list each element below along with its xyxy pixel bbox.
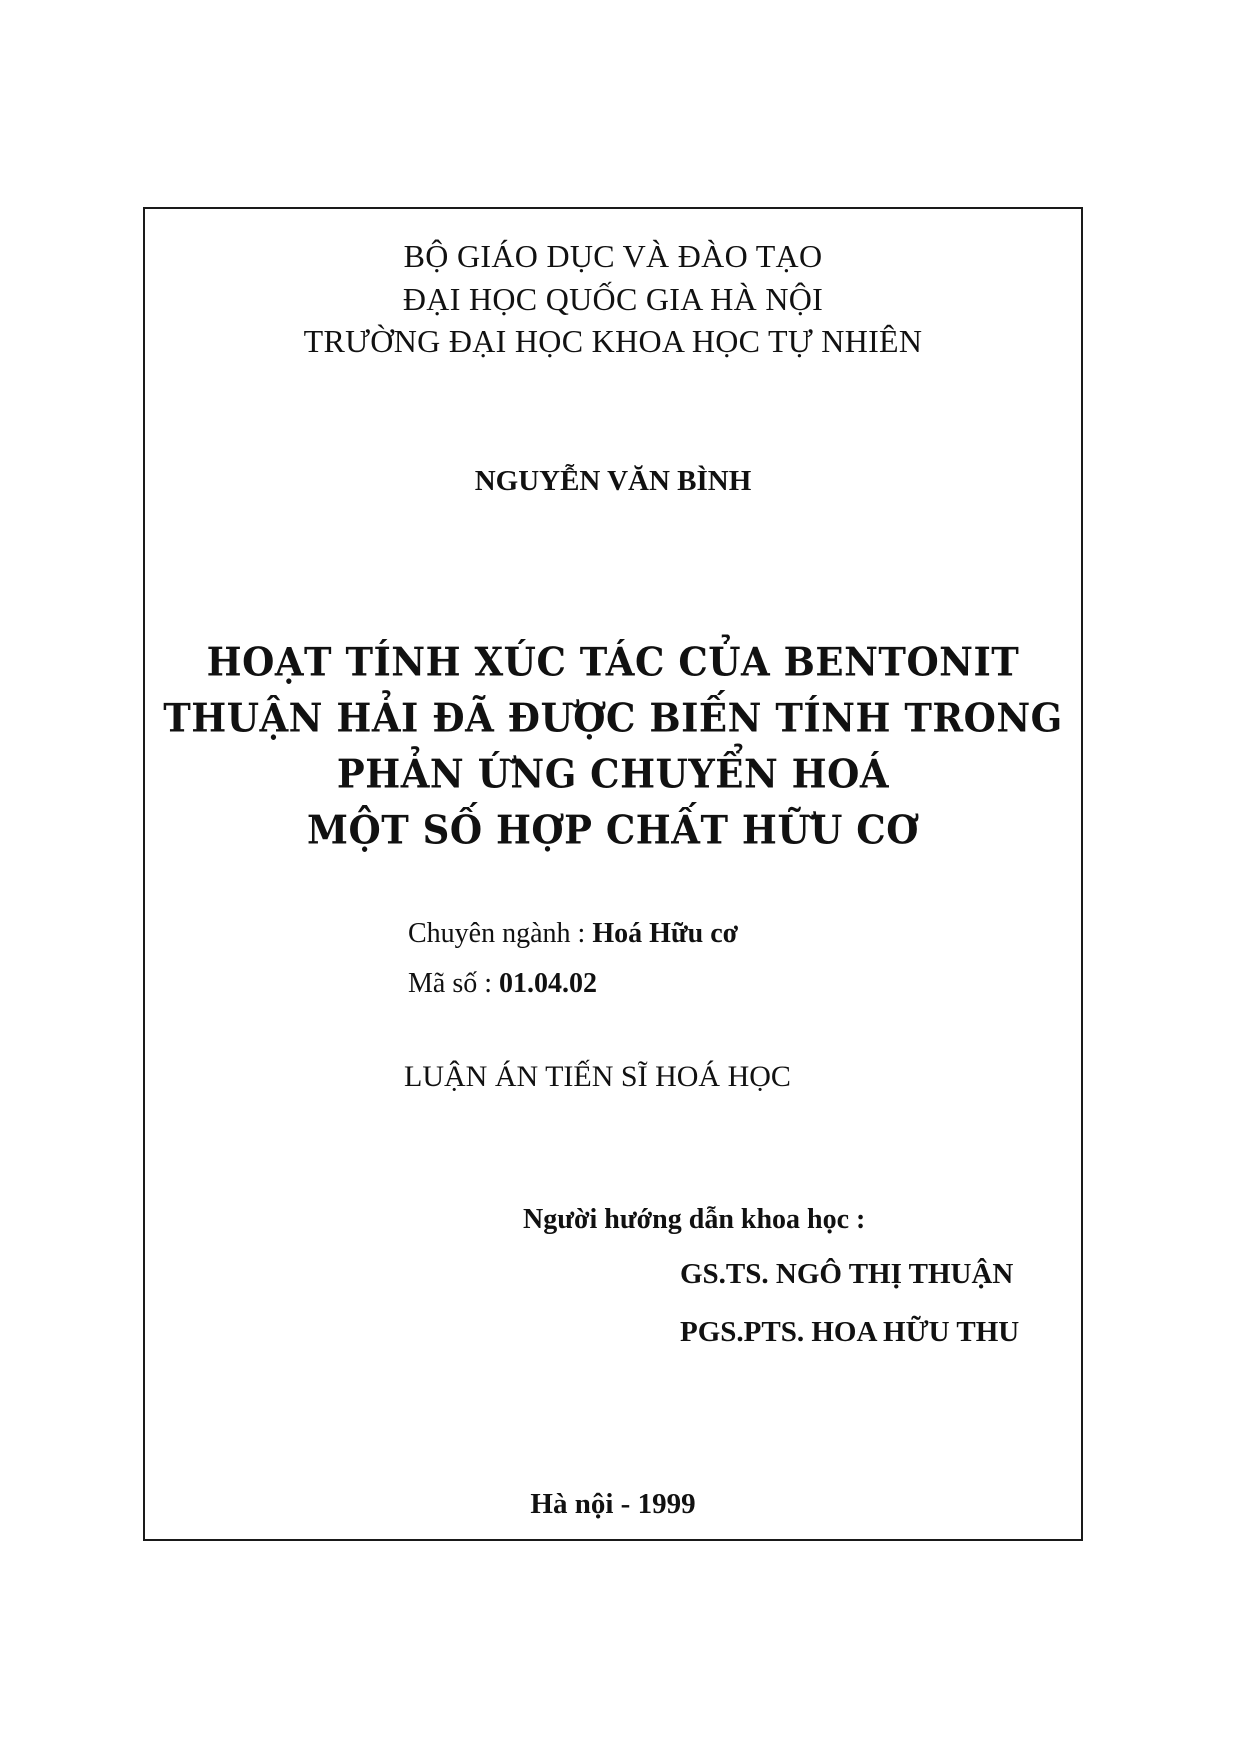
thesis-title-line-1: HOẠT TÍNH XÚC TÁC CỦA BENTONIT: [206, 638, 1020, 686]
faculty-name: TRƯỜNG ĐẠI HỌC KHOA HỌC TỰ NHIÊN: [303, 323, 923, 359]
code-row: [408, 968, 597, 1000]
university-name: ĐẠI HỌC QUỐC GIA HÀ NỘI: [402, 281, 824, 317]
degree-type: LUẬN ÁN TIẾN SĨ HOÁ HỌC: [404, 1060, 791, 1093]
ministry-name: BỘ GIÁO DỤC VÀ ĐÀO TẠO: [403, 238, 823, 274]
specialty-label: Chuyên ngành :: [408, 918, 586, 949]
specialty-value: Hoá Hữu cơ: [592, 918, 739, 949]
place-and-year: Hà nội - 1999: [530, 1488, 696, 1520]
thesis-title-line-2: THUẬN HẢI ĐÃ ĐƯỢC BIẾN TÍNH TRONG: [163, 694, 1063, 742]
author-name: NGUYỄN VĂN BÌNH: [474, 465, 752, 497]
advisor-name-2: PGS.PTS. HOA HỮU THU: [680, 1316, 1020, 1348]
specialty-row: [408, 918, 738, 950]
thesis-title-line-4: MỘT SỐ HỢP CHẤT HỮU CƠ: [307, 806, 919, 854]
advisors-label: Người hướng dẫn khoa học :: [523, 1204, 866, 1235]
code-label: Mã số :: [408, 968, 492, 999]
thesis-title-line-3: PHẢN ỨNG CHUYỂN HOÁ: [336, 750, 890, 798]
advisor-name-1: GS.TS. NGÔ THỊ THUẬN: [680, 1258, 1014, 1290]
code-value: 01.04.02: [499, 968, 597, 999]
